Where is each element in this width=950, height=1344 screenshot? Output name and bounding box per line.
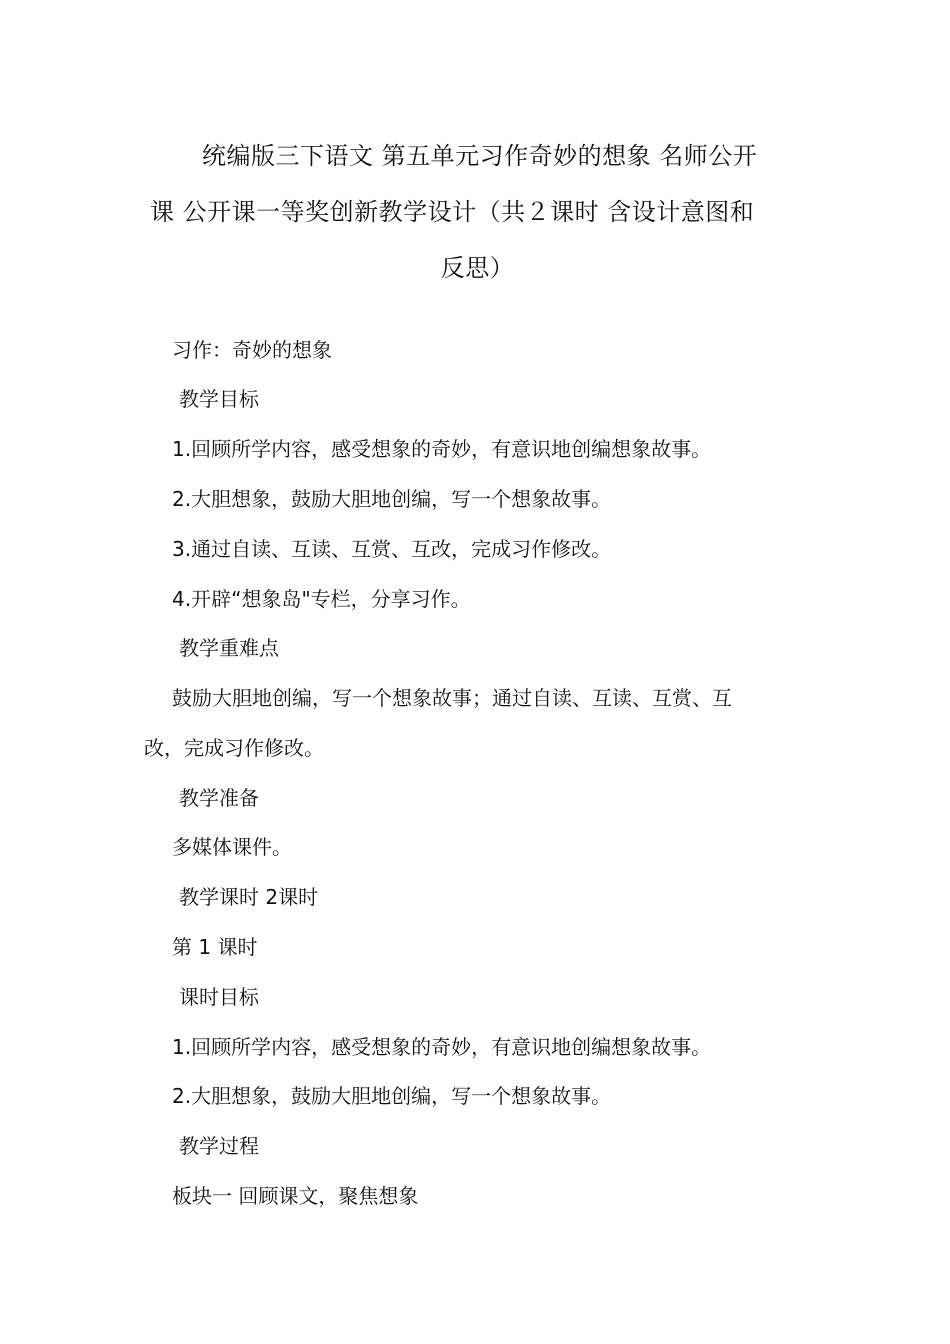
preparation-text: 多媒体课件。 xyxy=(172,835,292,859)
goal-item: 1.回顾所学内容，感受想象的奇妙，有意识地创编想象故事。 xyxy=(172,437,712,461)
lesson-1-label: 第 1 课时 xyxy=(172,935,258,959)
block-1-heading: 板块一 回顾课文，聚焦想象 xyxy=(172,1184,419,1208)
key-points-heading: 教学重难点 xyxy=(179,636,279,660)
lesson-hours-heading: 教学课时 2课时 xyxy=(179,885,319,909)
goal-item: 2.大胆想象，鼓励大胆地创编，写一个想象故事。 xyxy=(172,487,612,511)
goals-heading: 教学目标 xyxy=(179,387,259,411)
subtitle: 习作：奇妙的想象 xyxy=(172,338,332,362)
key-points-text-line-2: 改，完成习作修改。 xyxy=(144,736,324,760)
title-line-2: 课 公开课一等奖创新教学设计（共２课时 含设计意图和 xyxy=(150,198,755,226)
goal-item: 4.开辟“想象岛"专栏，分享习作。 xyxy=(172,587,471,611)
title-line-1: 统编版三下语文 第五单元习作奇妙的想象 名师公开 xyxy=(202,142,758,170)
document-title xyxy=(150,128,805,296)
lesson-goal-item: 1.回顾所学内容，感受想象的奇妙，有意识地创编想象故事。 xyxy=(172,1035,712,1059)
preparation-heading: 教学准备 xyxy=(179,786,259,810)
goal-item: 3.通过自读、互读、互赏、互改，完成习作修改。 xyxy=(172,537,612,561)
title-line-3: 反思） xyxy=(440,254,515,282)
lesson-goal-item: 2.大胆想象，鼓励大胆地创编，写一个想象故事。 xyxy=(172,1084,612,1108)
lesson-goals-heading: 课时目标 xyxy=(179,985,259,1009)
process-heading: 教学过程 xyxy=(179,1134,259,1158)
key-points-text-line-1: 鼓励大胆地创编，写一个想象故事；通过自读、互读、互赏、互 xyxy=(172,686,732,710)
